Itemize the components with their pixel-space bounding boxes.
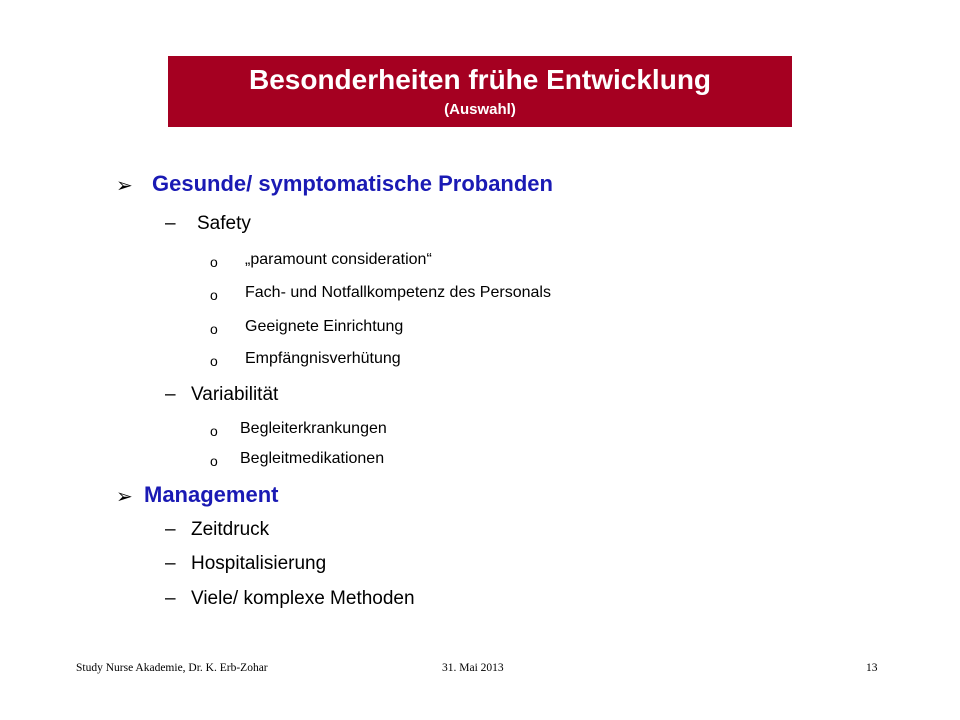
sub-bullet-label: Begleitmedikationen xyxy=(240,450,385,467)
dash-bullet-icon: – xyxy=(165,519,176,540)
section-heading: Management xyxy=(144,482,279,507)
bullet-label: Zeitdruck xyxy=(191,519,270,540)
arrow-bullet-icon: ➢ xyxy=(116,484,133,508)
sub-bullet-label: Begleiterkrankungen xyxy=(240,420,387,437)
bullet-label: Viele/ komplexe Methoden xyxy=(191,588,415,609)
bullet-label: Safety xyxy=(197,213,251,234)
sub-bullet-label: „paramount consideration“ xyxy=(245,251,432,268)
circle-bullet-icon: o xyxy=(210,353,218,369)
arrow-bullet-icon: ➢ xyxy=(116,173,133,197)
dash-bullet-icon: – xyxy=(165,384,176,405)
dash-bullet-icon: – xyxy=(165,588,176,609)
sub-bullet-label: Empfängnisverhütung xyxy=(245,350,401,367)
section-heading: Gesunde/ symptomatische Probanden xyxy=(152,171,553,196)
footer-date: 31. Mai 2013 xyxy=(442,662,504,674)
dash-bullet-icon: – xyxy=(165,213,176,234)
footer-page-number: 13 xyxy=(866,662,878,674)
circle-bullet-icon: o xyxy=(210,321,218,337)
circle-bullet-icon: o xyxy=(210,287,218,303)
slide-subtitle: (Auswahl) xyxy=(444,101,516,118)
dash-bullet-icon: – xyxy=(165,553,176,574)
circle-bullet-icon: o xyxy=(210,453,218,469)
sub-bullet-label: Geeignete Einrichtung xyxy=(245,318,404,335)
bullet-label: Variabilität xyxy=(191,384,279,405)
bullet-label: Hospitalisierung xyxy=(191,553,327,574)
slide-title: Besonderheiten frühe Entwicklung xyxy=(248,64,712,95)
footer-author: Study Nurse Akademie, Dr. K. Erb-Zohar xyxy=(76,662,268,674)
sub-bullet-label: Fach- und Notfallkompetenz des Personals xyxy=(245,284,551,301)
circle-bullet-icon: o xyxy=(210,423,218,439)
circle-bullet-icon: o xyxy=(210,254,218,270)
title-banner xyxy=(168,56,792,127)
